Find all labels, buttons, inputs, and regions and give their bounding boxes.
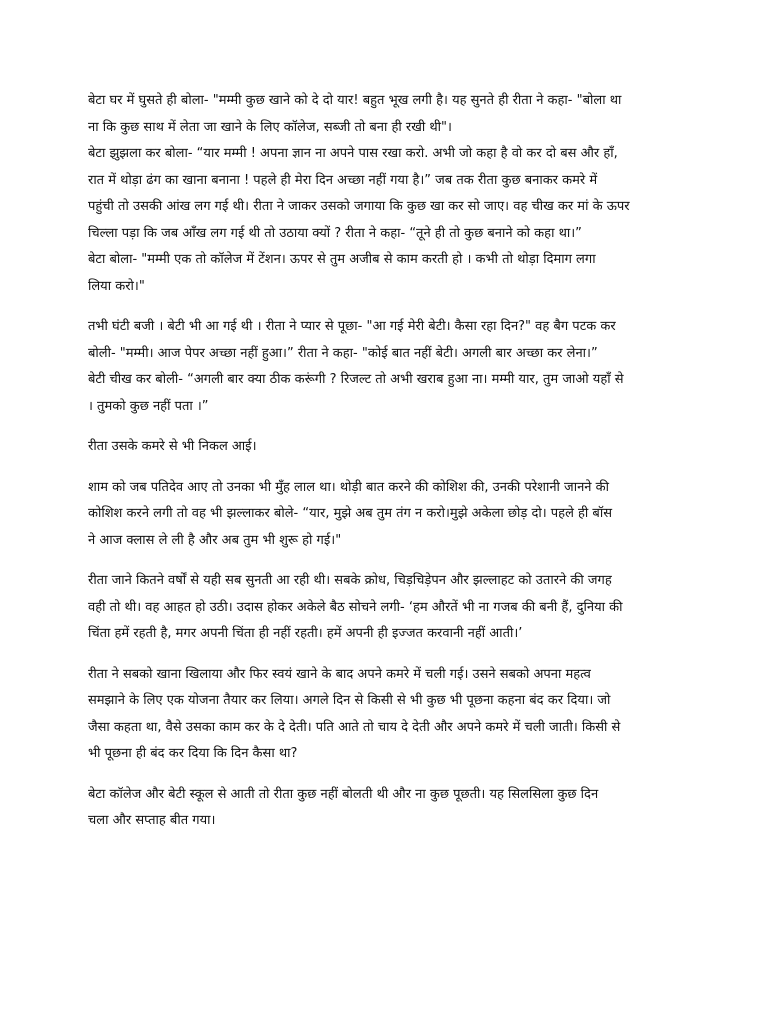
- text-line: कोशिश करने लगी तो वह भी झल्लाकर बोले- “यार, मुझे अब तुम तंग न करो।मुझे अकेला छोड़ दो। पहले ही बॉस: [88, 506, 612, 521]
- text-line: बेटा घर में घुसते ही बोला- "मम्मी कुछ खाने को दे दो यार! बहुत भूख लगी है। यह सुनते ही रीता ने कहा- "बोला था: [88, 93, 622, 108]
- paragraph-1: [88, 88, 680, 300]
- text-line: बोली- "मम्मी। आज पेपर अच्छा नहीं हुआ।” रीता ने कहा- "कोई बात नहीं बेटी। अगली बार अच्छा कर लेना।”: [88, 345, 598, 361]
- text-line: भी पूछना ही बंद कर दिया कि दिन कैसा था?: [88, 746, 298, 761]
- text-line: वही तो थी। वह आहत हो उठी। उदास होकर अकेले बैठ सोचने लगी- ‘हम औरतें भी ना गजब की बनी हैं, दुनिया की: [88, 599, 623, 615]
- text-line: लिया करो।": [88, 278, 145, 294]
- paragraph-4: [88, 475, 680, 555]
- text-line: तभी घंटी बजी । बेटी भी आ गई थी । रीता ने प्यार से पूछा- "आ गई मेरी बेटी। कैसा रहा दिन?" वह बैग पटक कर: [88, 319, 616, 334]
- document-page: [88, 88, 680, 849]
- text-line: । तुमको कुछ नहीं पता ।”: [88, 398, 209, 414]
- text-line: बेटा झुझला कर बोला- “यार मम्मी ! अपना ज्ञान ना अपने पास रखा करो. अभी जो कहा है वो कर दो बस और हाँ,: [88, 146, 618, 161]
- paragraph-2: [88, 314, 680, 420]
- paragraph-3: [88, 434, 680, 461]
- text-line: रीता उसके कमरे से भी निकल आई।: [88, 439, 257, 454]
- text-line: रीता ने सबको खाना खिलाया और फिर स्वयं खाने के बाद अपने कमरे में चली गई। उसने सबको अपना महत्व: [88, 666, 591, 682]
- text-line: चिल्ला पड़ा कि जब आँख लग गई थी तो उठाया क्यों ? रीता ने कहा- “तूने ही तो कुछ बनाने को कहा था।”: [88, 225, 582, 241]
- paragraph-5: [88, 568, 680, 648]
- paragraph-7: [88, 782, 680, 835]
- text-line: रीता जाने कितने वर्षों से यही सब सुनती आ रही थी। सबके क्रोध, चिड़चिड़ेपन और झल्लाहट को उतारने की जगह: [88, 573, 612, 588]
- text-line: ना कि कुछ साथ में लेता जा खाने के लिए कॉलेज, सब्जी तो बना ही रखी थी"।: [88, 119, 452, 135]
- text-line: शाम को जब पतिदेव आए तो उनका भी मुँह लाल था। थोड़ी बात करने की कोशिश की, उनकी परेशानी जानने की: [88, 479, 609, 495]
- text-line: बेटा कॉलेज और बेटी स्कूल से आती तो रीता कुछ नहीं बोलती थी और ना कुछ पूछती। यह सिलसिला कुछ दिन: [88, 786, 599, 802]
- paragraph-6: [88, 662, 680, 768]
- text-line: जैसा कहता था, वैसे उसका काम कर के दे देती। पति आते तो चाय दे देती और अपने कमरे में चली जाती। किसी से: [88, 719, 621, 735]
- text-line: बेटी चीख कर बोली- “अगली बार क्या ठीक करूंगी ? रिजल्ट तो अभी खराब हुआ ना। मम्मी यार, तुम जाओ यहाँ से: [88, 372, 624, 387]
- text-line: चिंता हमें रहती है, मगर अपनी चिंता ही नहीं रहती। हमें अपनी ही इज्जत करवानी नहीं आती।’: [88, 626, 523, 641]
- text-line: पहुंची तो उसकी आंख लग गई थी। रीता ने जाकर उसको जगाया कि कुछ खा कर सो जाए। वह चीख कर मां के ऊपर: [88, 199, 630, 214]
- text-line: चला और सप्ताह बीत गया।: [88, 813, 216, 828]
- text-line: ने आज क्लास ले ली है और अब तुम भी शुरू हो गई।": [88, 532, 342, 548]
- text-line: रात में थोड़ा ढंग का खाना बनाना ! पहले ही मेरा दिन अच्छा नहीं गया है।” जब तक रीता कुछ बनाकर कमरे में: [88, 172, 598, 188]
- text-line: बेटा बोला- "मम्मी एक तो कॉलेज में टेंशन। ऊपर से तुम अजीब से काम करती हो । कभी तो थोड़ा दिमाग लगा: [88, 252, 596, 267]
- text-line: समझाने के लिए एक योजना तैयार कर लिया। अगले दिन से किसी से भी कुछ भी पूछना कहना बंद कर दिया। जो: [88, 693, 611, 708]
